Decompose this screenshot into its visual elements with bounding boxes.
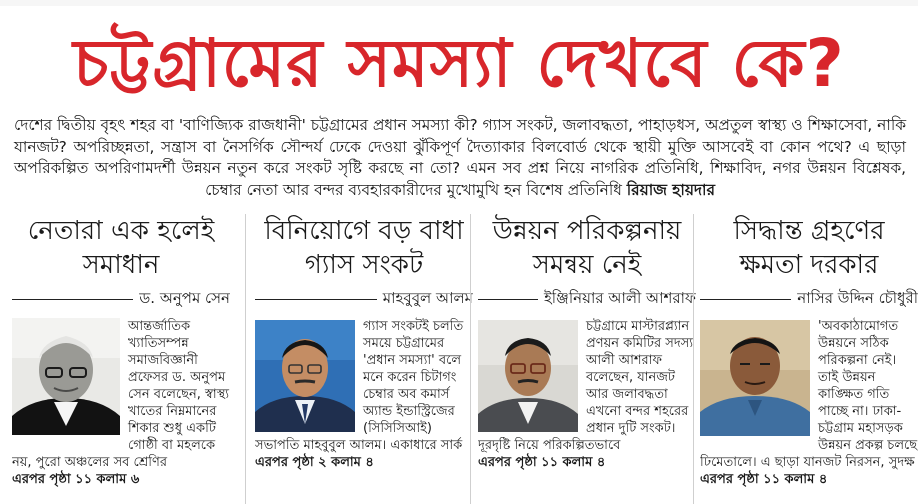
intro-text: দেশের দ্বিতীয় বৃহৎ শহর বা 'বাণিজ্যিক রাজধানী' চট্টগ্রামের প্রধান সমস্যা কী? গ্যাস সংকট, জলাবদ্ধতা, পাহাড়ধস, অপ্রতুল স্বাস্থ্য ও শিক্ষাসেবা, নাকি যানজট? অপরিচ্ছন্নতা, সন্ত্রাস বা নৈসর্গিক সৌন্দর্য ঢেকে দেওয়া ঝুঁকিপূর্ণ দৈত্যাকার বিলবোর্ড থেকে স্থায়ী মুক্তি আসবেই বা কোন পথে? এ ছাড়া অপরিকল্পিত অপরিণামদর্শী উন্নয়ন নতুন করে সংকট সৃষ্টি করছে না তো? এমন সব প্রশ্ন নিয়ে নাগরিক প্রতিনিধি, শিক্ষাবিদ, নগর উন্নয়ন বিশ্লেষক, চেম্বার নেতা আর বন্দর ব্যবহারকারীদের মুখোমুখি হন বিশেষ প্রতিনিধি — [14, 116, 906, 199]
article-body — [700, 318, 918, 488]
article-column-1 — [12, 214, 230, 504]
continuation-note: এরপর পৃষ্ঠা ১১ কলাম ৬ — [12, 472, 140, 487]
byline-name: ড. অনুপম সেন — [139, 288, 230, 307]
byline — [12, 288, 230, 310]
top-border — [0, 0, 918, 6]
byline-rule — [12, 299, 133, 300]
byline-rule — [255, 299, 377, 300]
continuation-note: এরপর পৃষ্ঠা ১১ কলাম ৪ — [478, 455, 606, 470]
portrait-photo-3 — [478, 320, 578, 432]
column-divider — [693, 214, 694, 504]
portrait-photo-1 — [12, 318, 120, 435]
byline — [700, 288, 918, 310]
article-text: গ্যাস সংকটই চলতি সময়ে চট্টগ্রামের 'প্রধান সমস্যা' বলে মনে করেন চিটাগং চেম্বার অব কমার্স অ্যান্ড ইন্ডাস্ট্রিজের (সিসিসিআই) সভাপতি মাহবুবুল আলম। একাধারে সার্ক — [255, 319, 464, 453]
headline: চট্টগ্রামের সমস্যা দেখবে কে? — [73, 25, 845, 102]
reporter-name: রিয়াজ হায়দার — [626, 180, 715, 199]
article-body — [478, 318, 696, 471]
article-body — [12, 318, 230, 488]
article-title: নেতারা এক হলেই সমাধান — [27, 216, 215, 280]
portrait-photo-2 — [255, 320, 355, 432]
column-divider — [470, 214, 471, 504]
byline-rule — [478, 299, 538, 300]
byline-name: ইঞ্জিনিয়ার আলী আশরাফ — [543, 288, 696, 307]
article-body — [255, 318, 473, 471]
byline — [478, 288, 696, 310]
byline — [255, 288, 473, 310]
article-column-4 — [700, 214, 918, 504]
byline-rule — [700, 299, 791, 300]
article-text: আন্তর্জাতিক খ্যাতিসম্পন্ন সমাজবিজ্ঞানী প্রফেসর ড. অনুপম সেন বলেছেন, স্বাস্থ্য খাতের নিম্নমানের শিকার শুধু একটি গোষ্ঠী বা মহলকে নয়, পুরো অঞ্চলের সব শ্রেণির — [12, 319, 230, 470]
continuation-note: এরপর পৃষ্ঠা ১১ কলাম ৪ — [700, 472, 828, 487]
portrait-photo-4 — [700, 320, 810, 436]
article-title: বিনিয়োগে বড় বাধা গ্যাস সংকট — [264, 216, 464, 280]
article-title: সিদ্ধান্ত গ্রহণের ক্ষমতা দরকার — [733, 216, 885, 280]
article-column-2 — [255, 214, 473, 504]
byline-name: মাহবুবুল আলম — [382, 288, 473, 307]
article-text: 'অবকাঠামোগত উন্নয়নে সঠিক পরিকল্পনা নেই। তাই উন্নয়ন কাঙ্ক্ষিত গতি পাচ্ছে না। ঢাকা-চট্টগ্রাম মহাসড়ক উন্নয়ন প্রকল্প চলছে ঢিমেতালে। এ ছাড়া যানজট নিরসন, সুদক্ষ — [700, 319, 918, 470]
article-column-3 — [478, 214, 696, 504]
continuation-note: এরপর পৃষ্ঠা ২ কলাম ৪ — [255, 455, 374, 470]
intro-paragraph — [14, 115, 906, 201]
article-text: চট্টগ্রামে মাস্টারপ্ল্যান প্রণয়ন কমিটির সদস্য আলী আশরাফ বলেছেন, যানজট আর জলাবদ্ধতা এখনো বন্দর শহরের প্রধান দুটি সংকট। দূরদৃষ্টি নিয়ে পরিকল্পিতভাবে — [478, 319, 694, 453]
article-title: উন্নয়ন পরিকল্পনায় সমন্বয় নেই — [492, 216, 682, 280]
column-divider — [245, 214, 246, 504]
byline-name: নাসির উদ্দিন চৌধুরী — [797, 288, 918, 307]
